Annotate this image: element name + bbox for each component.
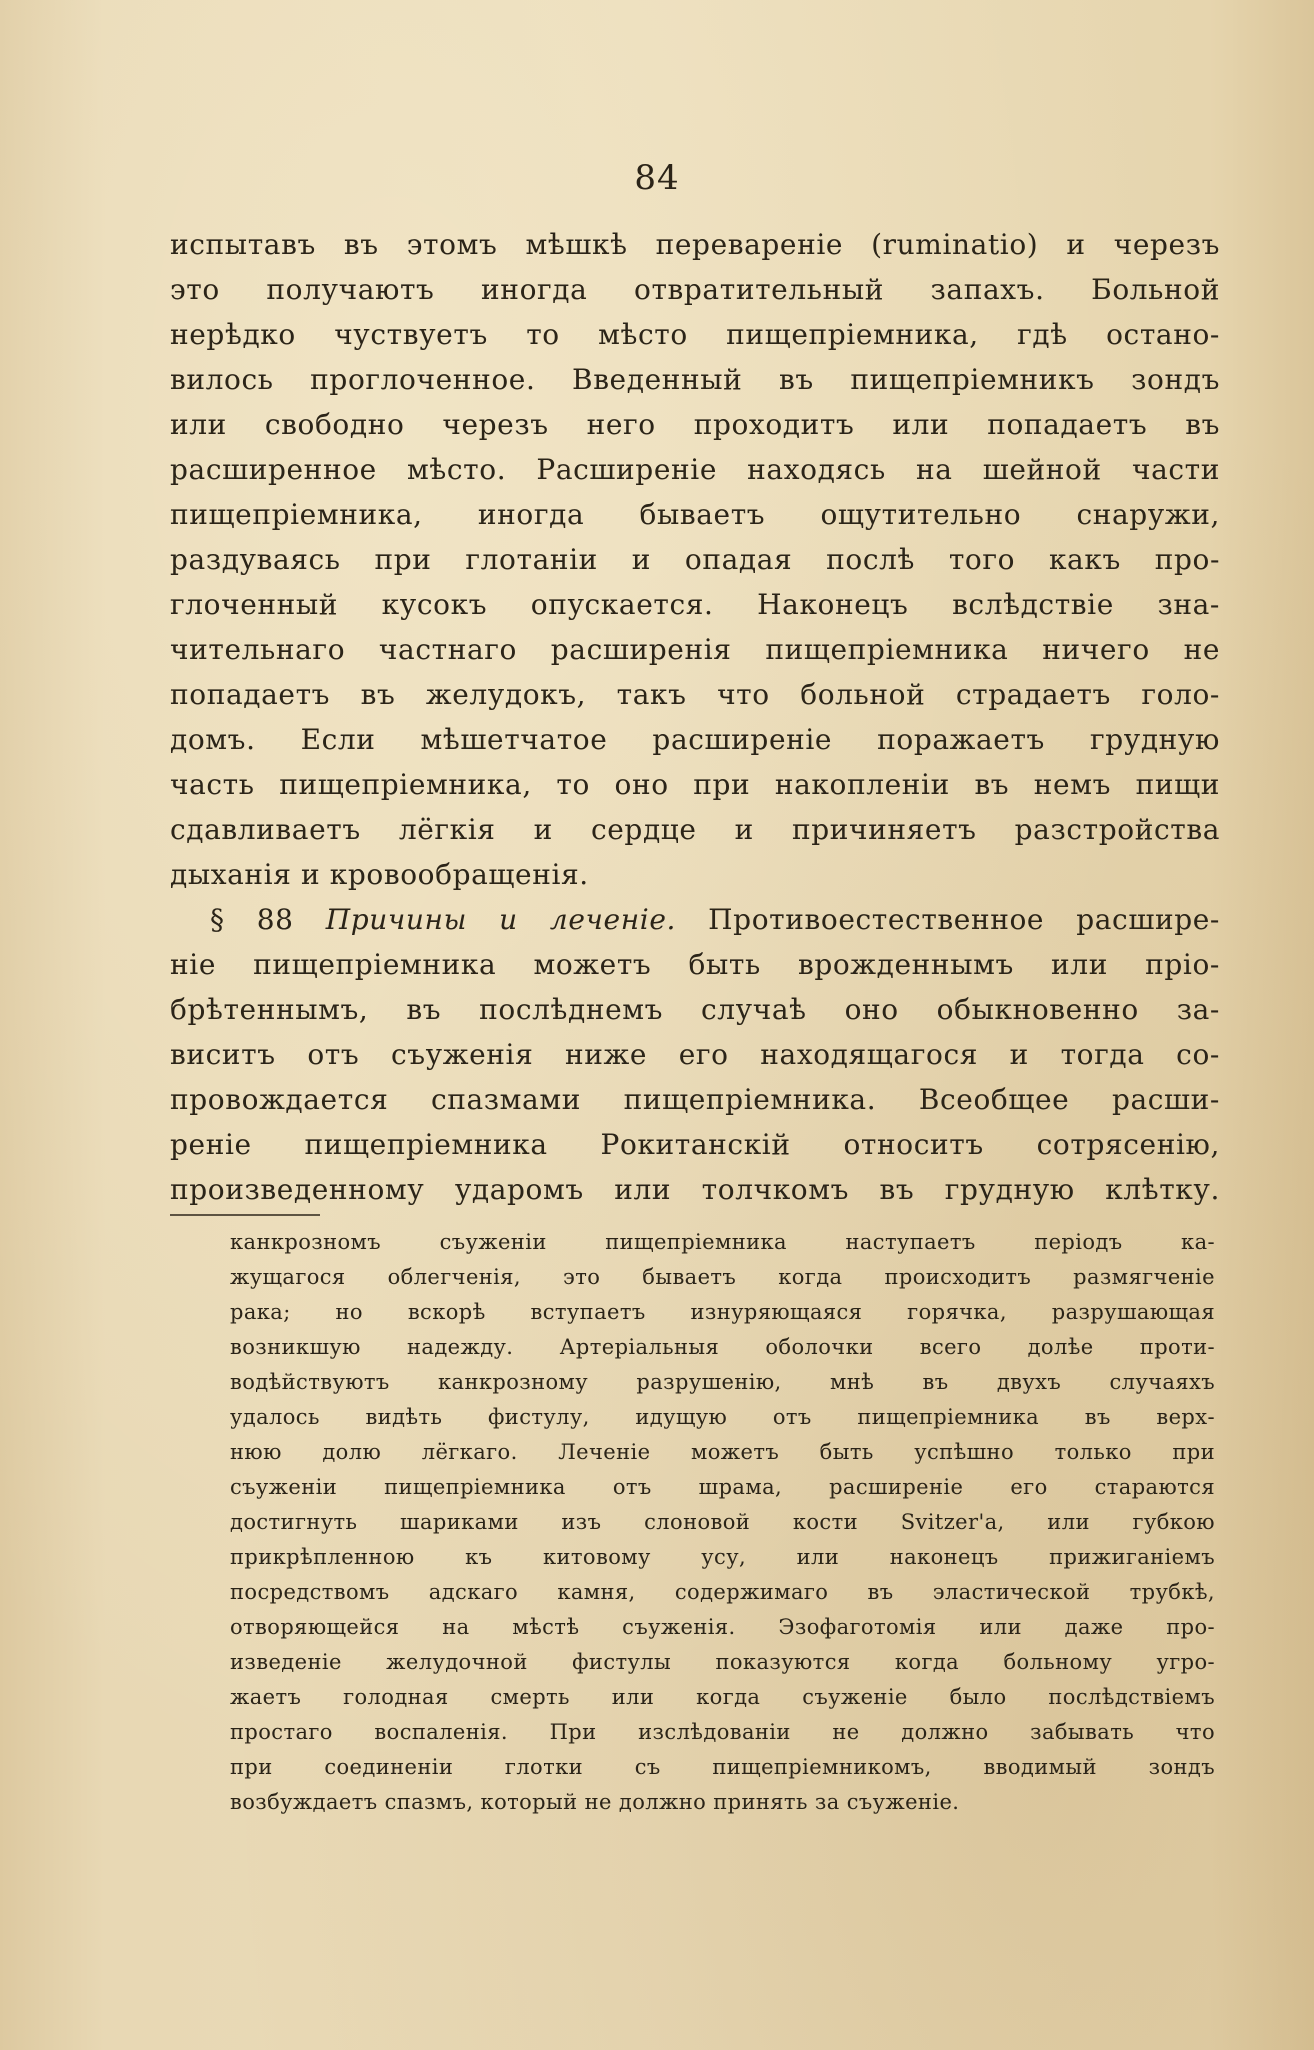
text-line: нiе пищепрiемника можетъ быть врожденнымъ или прiо- bbox=[170, 948, 1220, 981]
footnote-line: посредствомъ адскаго камня, содержимаго въ эластической трубкѣ, bbox=[230, 1580, 1215, 1604]
footnote-line: простаго воспаленiя. При изслѣдованiи не должно забывать что bbox=[230, 1720, 1215, 1744]
footnote-line: нюю долю лёгкаго. Леченiе можетъ быть успѣшно только при bbox=[230, 1440, 1215, 1464]
text-line: чительнаго частнаго расширенiя пищепрiемника ничего не bbox=[170, 633, 1220, 666]
footnote-line: возникшую надежду. Артерiальныя оболочки всего долѣе проти- bbox=[230, 1335, 1215, 1359]
footnote bbox=[230, 1225, 1215, 1820]
text-line: попадаетъ въ желудокъ, такъ что больной страдаетъ голо- bbox=[170, 678, 1220, 711]
text-line: провождается спазмами пищепрiемника. Всеобщее расши- bbox=[170, 1083, 1220, 1116]
footnote-line: при соединенiи глотки съ пищепрiемникомъ, вводимый зондъ bbox=[230, 1755, 1215, 1779]
text-line: нерѣдко чуствуетъ то мѣсто пищепрiемника, гдѣ остано- bbox=[170, 318, 1220, 351]
footnote-line: водѣйствуютъ канкрозному разрушенiю, мнѣ въ двухъ случаяхъ bbox=[230, 1370, 1215, 1394]
footnote-line: канкрозномъ съуженiи пищепрiемника наступаетъ перiодъ ка- bbox=[230, 1230, 1215, 1254]
section-mark: § 88 bbox=[210, 903, 294, 936]
text-line: произведенному ударомъ или толчкомъ въ грудную клѣтку. bbox=[170, 1173, 1220, 1206]
section-first-line-text: Противоестественное расшире- bbox=[708, 903, 1220, 936]
text-line: это получаютъ иногда отвратительный запахъ. Больной bbox=[170, 273, 1220, 306]
text-line: глоченный кусокъ опускается. Наконецъ вслѣдствiе зна- bbox=[170, 588, 1220, 621]
footnote-line: жаетъ голодная смерть или когда съуженiе было послѣдствiемъ bbox=[230, 1685, 1215, 1709]
footnote-line: достигнуть шариками изъ слоновой кости Svitzer'а, или губкою bbox=[230, 1510, 1215, 1534]
footnote-divider bbox=[170, 1214, 320, 1216]
text-line: домъ. Если мѣшетчатое расширенiе поражаетъ грудную bbox=[170, 723, 1220, 756]
text-line: пищепрiемника, иногда бываетъ ощутительно снаружи, bbox=[170, 498, 1220, 531]
text-line: расширенное мѣсто. Расширенiе находясь на шейной части bbox=[170, 453, 1220, 486]
footnote-line: возбуждаетъ спазмъ, который не должно принять за съуженiе. bbox=[230, 1790, 960, 1814]
text-line: или свободно черезъ него проходитъ или попадаетъ въ bbox=[170, 408, 1220, 441]
section-heading-line bbox=[170, 897, 1220, 942]
text-line: вилось проглоченное. Введенный въ пищепрiемникъ зондъ bbox=[170, 363, 1220, 396]
footnote-line: жущагося облегченiя, это бываетъ когда происходитъ размягченiе bbox=[230, 1265, 1215, 1289]
main-text bbox=[170, 222, 1220, 1212]
page-number: 84 bbox=[634, 158, 680, 198]
footnote-line: рака; но вскорѣ вступаетъ изнуряющаяся горячка, разрушающая bbox=[230, 1300, 1215, 1324]
text-line: виситъ отъ съуженiя ниже его находящагося и тогда со- bbox=[170, 1038, 1220, 1071]
footnote-line: отворяющейся на мѣстѣ съуженiя. Эзофаготомiя или даже про- bbox=[230, 1615, 1215, 1639]
footnote-line: изведенiе желудочной фистулы показуются когда больному угро- bbox=[230, 1650, 1215, 1674]
text-line: часть пищепрiемника, то оно при накопленiи въ немъ пищи bbox=[170, 768, 1220, 801]
text-line: брѣтеннымъ, въ послѣднемъ случаѣ оно обыкновенно за- bbox=[170, 993, 1220, 1026]
footnote-line: прикрѣпленною къ китовому усу, или наконецъ прижиганiемъ bbox=[230, 1545, 1215, 1569]
text-line: раздуваясь при глотанiи и опадая послѣ того какъ про- bbox=[170, 543, 1220, 576]
text-line: сдавливаетъ лёгкiя и сердце и причиняетъ разстройства bbox=[170, 813, 1220, 846]
text-line: испытавъ въ этомъ мѣшкѣ переваренiе (ruminatio) и черезъ bbox=[170, 228, 1220, 261]
text-line: ренiе пищепрiемника Рокитанскiй относитъ сотрясенiю, bbox=[170, 1128, 1220, 1161]
footnote-line: удалось видѣть фистулу, идущую отъ пищепрiемника въ верх- bbox=[230, 1405, 1215, 1429]
footnote-line: съуженiи пищепрiемника отъ шрама, расширенiе его стараются bbox=[230, 1475, 1215, 1499]
text-line: дыханiя и кровообращенiя. bbox=[170, 858, 589, 891]
section-title: Причины и леченiе. bbox=[325, 903, 676, 936]
